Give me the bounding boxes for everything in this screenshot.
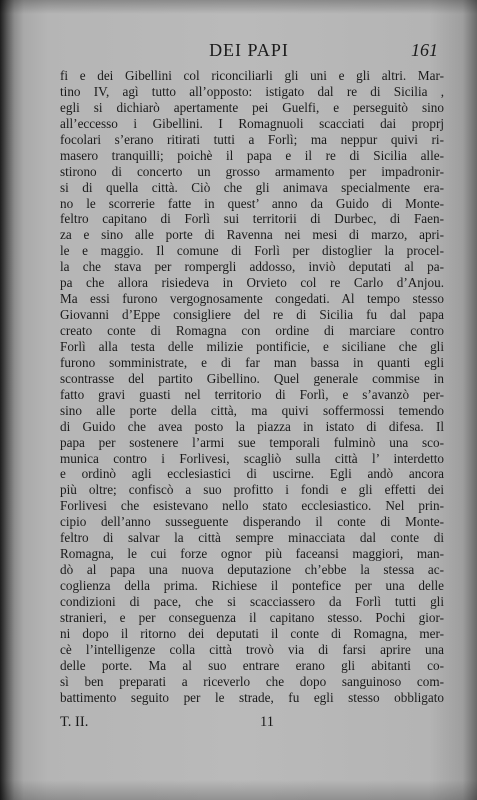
text-line: munica contro i Forlivesi, scagliò sulla città l’ interdetto [60, 450, 444, 466]
text-line: di Guido che avea posto la piazza in istato di difesa. Il [60, 418, 444, 434]
text-line: stranieri, e per conseguenza il capitano stesso. Pochi gior- [60, 609, 444, 625]
text-line: feltro capitano di Forlì sui territorii di Durbec, di Faen- [60, 211, 444, 227]
text-line: Romagna, le cui forze ognor più faceansi maggiori, man- [60, 546, 444, 562]
text-line: no le scorrerie fatte in quest’ anno da Guido di Monte- [60, 195, 444, 211]
text-line: egli si dichiarò apertamente pei Guelfi, e perseguitò sino [60, 99, 444, 115]
text-line: tino IV, agì tutto all’opposto: istigato dal re di Sicilia , [60, 83, 444, 99]
text-line: za e sino alle porte di Ravenna nei mesi di marzo, apri- [60, 227, 444, 243]
text-line: Ma essi furono vergognosamente congedati. Al tempo stesso [60, 291, 444, 307]
text-line: dò al papa una nuova deputazione ch’ebbe la stessa ac- [60, 562, 444, 578]
text-line: sì ben preparati a riceverlo che dopo sanguinoso com- [60, 673, 444, 689]
text-line: sino alle porte della città, ma quivi soffermossi temendo [60, 402, 444, 418]
text-line: le e maggio. Il comune di Forlì per distoglier la procel- [60, 243, 444, 259]
text-line: papa per sostenere l’armi sue temporali fulminò una sco- [60, 434, 444, 450]
page-edge-shadow-bottom [0, 780, 477, 800]
text-line: fatto gravi guasti nel territorio di Forlì, e s’avanzò per- [60, 386, 444, 402]
volume-mark: T. II. [60, 714, 89, 730]
body-text [60, 68, 444, 706]
running-title: DEI PAPI [209, 40, 289, 60]
text-line: si di quella città. Ciò che gli animava specialmente era- [60, 179, 444, 195]
text-line: pa che allora risiedeva in Orvieto col re Carlo d’Anjou. [60, 275, 444, 291]
text-line: focolari s’erano ritirati tutti a Forlì; ma neppur quivi ri- [60, 131, 444, 147]
text-line: la che stava per rompergli addosso, inviò deputati al pa- [60, 259, 444, 275]
text-line: scontrasse del partito Gibellino. Quel generale commise in [60, 370, 444, 386]
text-line: Forlì alla testa delle milizie pontificie, e siciliane che gli [60, 338, 444, 354]
text-line: cipio dell’anno susseguente disperando il conte di Monte- [60, 514, 444, 530]
page-footer [60, 714, 444, 732]
page-number: 161 [411, 40, 438, 60]
text-line: creato conte di Romagna con ordine di marciare contro [60, 323, 444, 338]
text-line: Giovanni d’Eppe consigliere del re di Sicilia fu dal papa [60, 307, 444, 323]
text-line: ni dopo il ritorno dei deputati il conte di Romagna, mer- [60, 625, 444, 641]
text-line: furono somministrate, e di far man bassa in quanti egli [60, 354, 444, 370]
text-line: masero tranquilli; poichè il papa e il re di Sicilia alle- [60, 147, 444, 163]
text-line: condizioni di pace, che si scacciassero da Forlì tutti gli [60, 593, 444, 609]
text-line: all’eccesso i Gibellini. I Romagnuoli scacciati dai proprj [60, 115, 444, 131]
page-edge-shadow-top [0, 0, 477, 14]
text-line: più oltre; confiscò a suo profitto i fondi e gli effetti dei [60, 482, 444, 498]
text-line: stirono di concerto un grosso armamento per impadronir- [60, 163, 444, 179]
text-line: fi e dei Gibellini col riconciliarli gli uni e gli altri. Mar- [60, 68, 444, 83]
text-line: e ordinò agli ecclesiastici di uscirne. Egli andò ancora [60, 466, 444, 482]
text-line: feltro di salvar la città sempre minacciata dal conte di [60, 530, 444, 546]
text-line: cè l’intelligenze colla città trovò via di farsi aprire una [60, 641, 444, 657]
signature-mark: 11 [260, 714, 274, 730]
text-line: Forlivesi che esistevano nello stato ecclesiastico. Nel prin- [60, 498, 444, 514]
page-header [60, 40, 438, 62]
text-line: coglienza della prima. Richiese il pontefice per una delle [60, 578, 444, 593]
text-line: delle porte. Ma al suo entrare erano gli abitanti co- [60, 657, 444, 673]
text-line: battimento seguito per le strade, fu egli stesso obbligato [60, 689, 444, 705]
